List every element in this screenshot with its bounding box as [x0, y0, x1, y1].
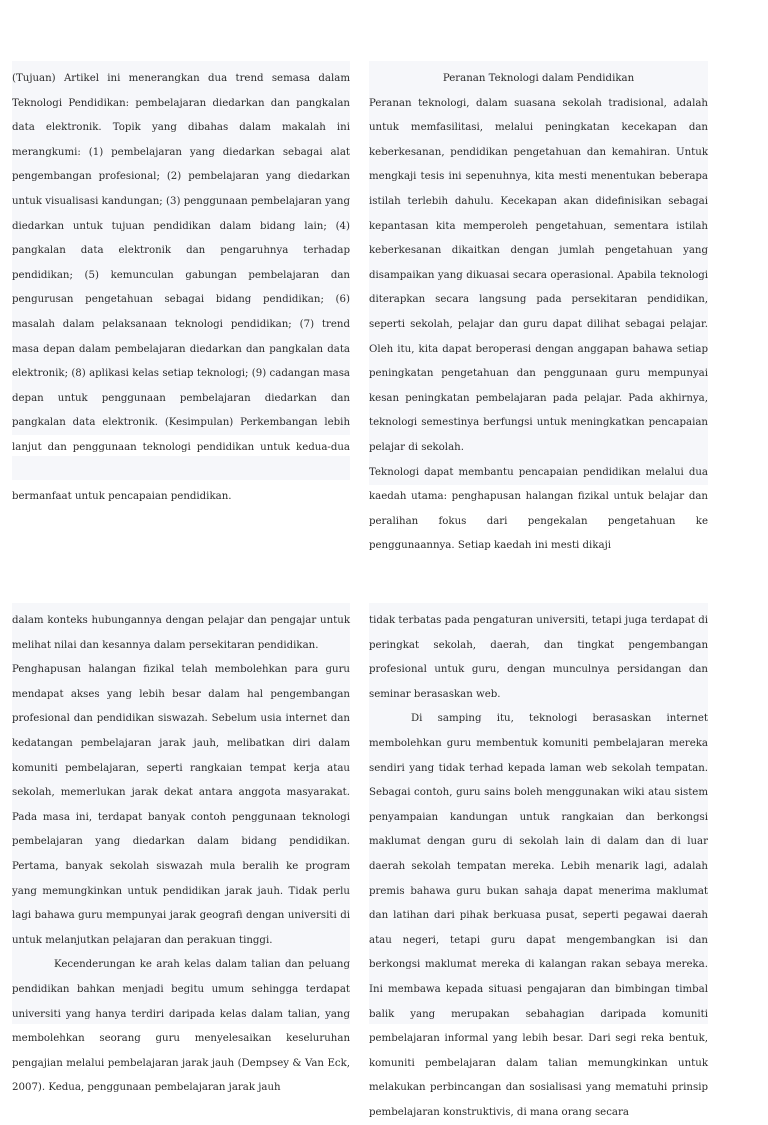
body-paragraph: Peranan teknologi, dalam suasana sekolah tradisional, adalah untuk memfasilitasi, melalui peningkatan kecekapan dan keberkesanan, pendidikan pengetahuan dan kemahiran. Untuk mengkaji tesis ini sepenuhnya, kita mesti menentukan beberapa istilah terlebih dahulu. Kecekapan akan didefinisikan sebagai kepantasan kita memperoleh pengetahuan, sementara istilah keberkesanan dikaitkan dengan jumlah pengetahuan yang disampaikan yang dikuasai secara operasional. Apabila teknologi diterapkan secara langsung pada persekitaran pendidikan, seperti sekolah, pelajar dan guru dapat dilihat sebagai pelajar. Oleh itu, kita dapat beroperasi dengan anggapan bahawa setiap peningkatan pengetahuan dan penggunaan guru mempunyai kesan peningkatan pembelajaran pada pelajar. Pada akhirnya, teknologi semestinya berfungsi untuk meningkatkan pencapaian pelajar di sekolah. [369, 97, 708, 453]
body-paragraph: Di samping itu, teknologi berasaskan internet membolehkan guru membentuk komuniti pembelajaran mereka sendiri yang tidak terhad kepada laman web sekolah tempatan. Sebagai contoh, guru sains boleh menggunakan wiki atau sistem penyampaian kandungan untuk rangkaian dan berkongsi maklumat dengan guru di sekolah lain di dalam dan di luar daerah sekolah tempatan mereka. Lebih menarik lagi, adalah premis bahawa guru bukan sahaja dapat menerima maklumat dan latihan dari pihak berkuasa pusat, seperti pegawai daerah atau negeri, tetapi guru dapat mengembangkan isi dan berkongsi maklumat mereka di kalangan rakan sebaya mereka. Ini membawa kepada situasi pengajaran dan bimbingan timbal balik yang merupakan sebahagian daripada komuniti pembelajaran informal yang lebih besar. Dari segi reka bentuk, komuniti pembelajaran dalam talian memungkinkan untuk melakukan perbincangan dan sosialisasi yang mematuhi prinsip pembelajaran konstruktivis, di mana orang secara [369, 713, 708, 1118]
abstract-paragraph: (Tujuan) Artikel ini menerangkan dua trend semasa dalam Teknologi Pendidikan: pembelajaran diedarkan dan pangkalan data elektronik. Topik yang dibahas dalam makalah ini merangkumi: (1) pembelajaran yang diedarkan sebagai alat pengembangan profesional; (2) pembelajaran yang diedarkan untuk visualisasi kandungan; (3) penggunaan pembelajaran yang diedarkan untuk tujuan pendidikan dalam bidang lain; (4) pangkalan data elektronik dan pengaruhnya terhadap pendidikan; (5) kemunculan gabungan pembelajaran dan pengurusan pengetahuan sebagai bidang pendidikan; (6) masalah dalam pelaksanaan teknologi pendidikan; (7) trend masa depan dalam pembelajaran diedarkan dan pangkalan data elektronik; (8) aplikasi kelas setiap teknologi; (9) cadangan masa depan untuk penggunaan pembelajaran diedarkan dan pangkalan data elektronik. (Kesimpulan) Perkembangan lebih lanjut dan penggunaan teknologi pendidikan untuk kedua-dua bermanfaat untuk pencapaian pendidikan. [12, 73, 350, 503]
page-top-left-footer-strip [12, 456, 350, 480]
page-top-left [12, 61, 350, 503]
body-paragraph: dalam konteks hubungannya dengan pelajar dan pengajar untuk melihat nilai dan kesannya dalam persekitaran pendidikan. [12, 615, 350, 651]
page-bottom-right [369, 603, 708, 1118]
body-paragraph: Kecenderungan ke arah kelas dalam talian dan peluang pendidikan bahkan menjadi begitu umum sehingga terdapat universiti yang hanya terdiri daripada kelas dalam talian, yang membolehkan seorang guru menyelesaikan keseluruhan pengajian melalui pembelajaran jarak jauh (Dempsey & Van Eck, 2007). Kedua, penggunaan pembelajaran jarak jauh [12, 959, 350, 1094]
section-title: Peranan Teknologi dalam Pendidikan [442, 73, 635, 84]
body-paragraph: Penghapusan halangan fizikal telah membolehkan para guru mendapat akses yang lebih besar dalam hal pengembangan profesional dan pendidikan siswazah. Sebelum usia internet dan kedatangan pembelajaran jarak jauh, melibatkan diri dalam komuniti pembelajaran, seperti rangkaian tempat kerja atau sekolah, memerlukan jarak dekat antara anggota masyarakat. Pada masa ini, terdapat banyak contoh penggunaan teknologi pembelajaran yang diedarkan dalam bidang pendidikan. Pertama, banyak sekolah siswazah mula beralih ke program yang memungkinkan untuk pendidikan jarak jauh. Tidak perlu lagi bahawa guru mempunyai jarak geografi dengan universiti di untuk melanjutkan pelajaran dan perakuan tinggi. [12, 664, 350, 946]
body-paragraph: Teknologi dapat membantu pencapaian pendidikan melalui dua kaedah utama: penghapusan halangan fizikal untuk belajar dan peralihan fokus dari pengekalan pengetahuan ke penggunaannya. Setiap kaedah ini mesti dikaji [369, 466, 708, 552]
body-paragraph: tidak terbatas pada pengaturan universiti, tetapi juga terdapat di peringkat sekolah, daerah, dan tingkat pengembangan profesional untuk guru, dengan munculnya persidangan dan seminar berasaskan web. [369, 615, 708, 700]
page-top-right [369, 61, 708, 552]
page-bottom-left [12, 603, 350, 1094]
